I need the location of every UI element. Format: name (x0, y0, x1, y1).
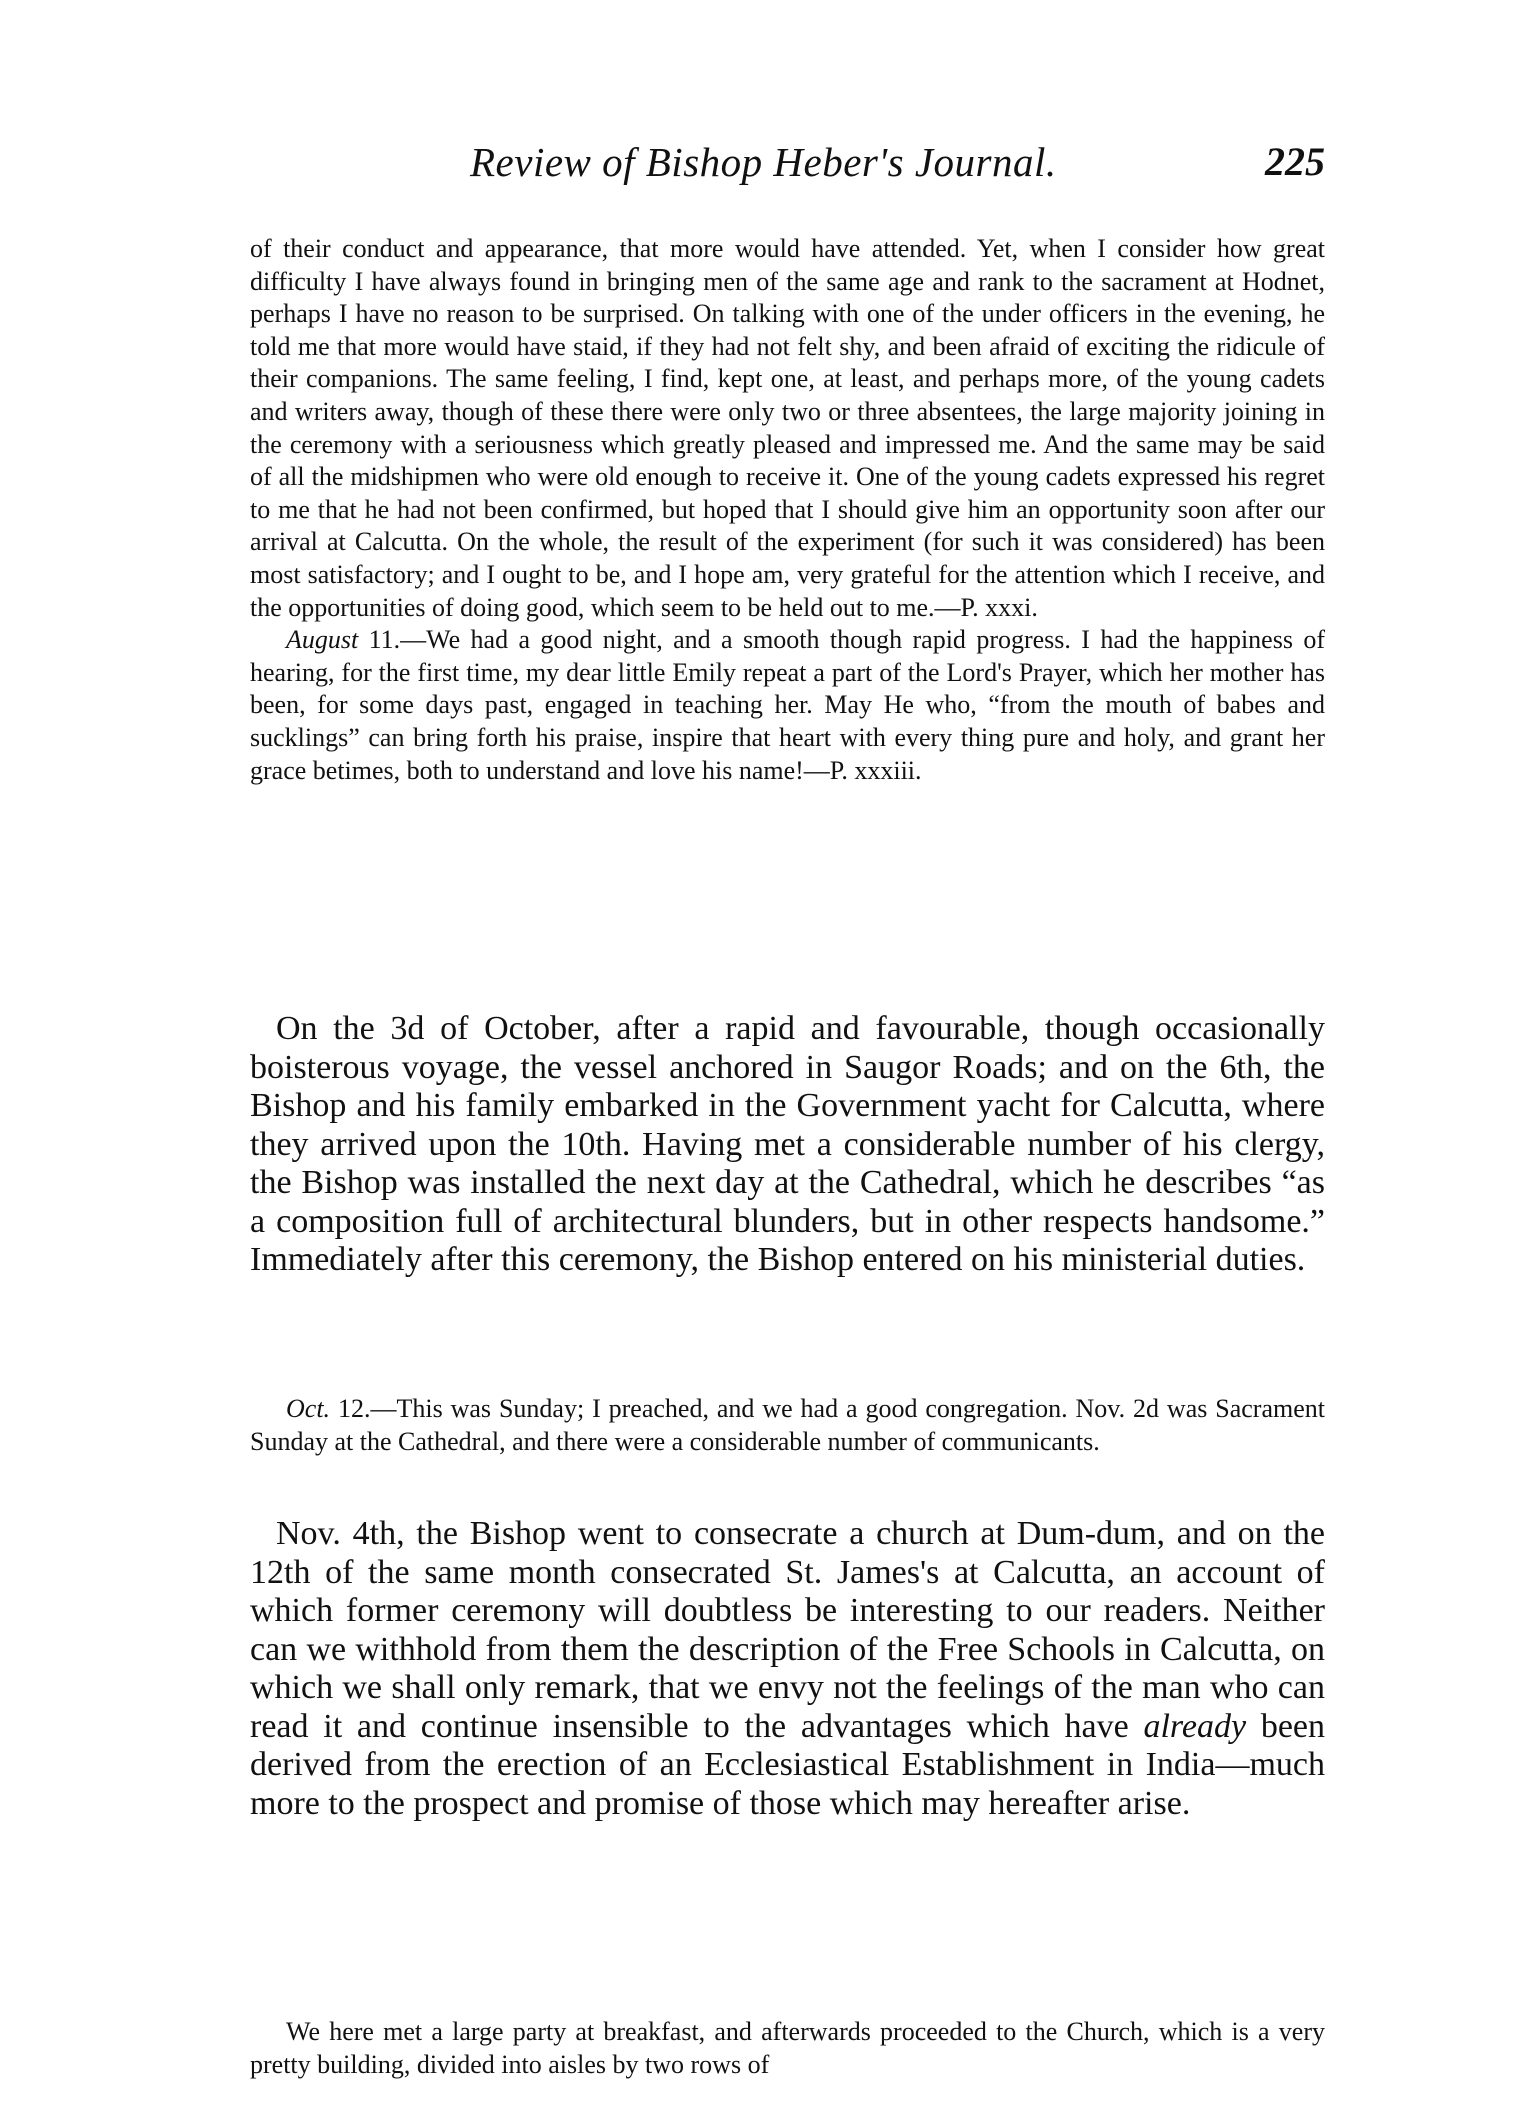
running-title: Review of Bishop Heber's Journal. (470, 139, 1057, 185)
body-paragraph-2 (250, 1515, 1325, 1823)
extract-text: 12.—This was Sunday; I preached, and we had a good congregation. Nov. 2d was Sacrament Sunday at the Cathedral, and there were a considerable number of communicants. (250, 1394, 1325, 1456)
body-text (250, 1515, 1325, 1823)
body-paragraph-1 (250, 1010, 1325, 1280)
extract-paragraph: We here met a large party at breakfast, and afterwards proceeded to the Church, which is a very pretty building, divided into aisles by two rows of (250, 2017, 1325, 2079)
journal-extract-1 (250, 233, 1325, 787)
extract-text: 11.—We had a good night, and a smooth though rapid progress. I had the happiness of hearing, for the first time, my dear little Emily repeat a part of the Lord's Prayer, which her mother has been, for some days past, engaged in teaching her. May He who, “from the mouth of babes and sucklings” can bring forth his praise, inspire that heart with every thing pure and holy, and grant her grace betimes, both to understand and love his name!—P. xxxiii. (250, 625, 1325, 785)
extract-date: August (286, 625, 359, 655)
body-emphasis: already (1143, 1707, 1247, 1745)
body-text-part: been derived from the erection of an Ecclesiastical Establishment in India—much more to the prospect and promise of those which may hereafter arise. (250, 1707, 1326, 1822)
extract-date: Oct. (286, 1394, 331, 1423)
extract-paragraph: of their conduct and appearance, that more would have attended. Yet, when I consider how great difficulty I have always found in bringing men of the same age and rank to the sacrament at Hodnet, perhaps I have no reason to be surprised. On talking with one of the under officers in the evening, he told me that more would have staid, if they had not felt shy, and been afraid of exciting the ridicule of their companions. The same feeling, I find, kept one, at least, and perhaps more, of the young cadets and writers away, though of these there were only two or three absentees, the large majority joining in the ceremony with a seriousness which greatly pleased and impressed me. And the same may be said of all the midshipmen who were old enough to receive it. One of the young cadets expressed his regret to me that he had not been confirmed, but hoped that I should give him an opportunity soon after our arrival at Calcutta. On the whole, the result of the experiment (for such it was considered) has been most satisfactory; and I ought to be, and I hope am, very grateful for the attention which I receive, and the opportunities of doing good, which seem to be held out to me.—P. xxxi. (250, 234, 1325, 622)
page-number: 225 (1265, 139, 1325, 184)
journal-extract-3 (250, 2016, 1325, 2081)
extract-paragraph (250, 624, 1325, 787)
running-header (250, 138, 1325, 198)
body-text: On the 3d of October, after a rapid and favourable, though occasionally boisterous voyage, the vessel anchored in Saugor Roads; and on the 6th, the Bishop and his family embarked in the Government yacht for Calcutta, where they arrived upon the 10th. Having met a considerable number of his clergy, the Bishop was installed the next day at the Cathedral, which he describes “as a composition full of architectural blunders, but in other respects handsome.” Immediately after this ceremony, the Bishop entered on his ministerial duties. (250, 1010, 1325, 1278)
body-text-part: Nov. 4th, the Bishop went to consecrate a church at Dum-dum, and on the 12th of the same month consecrated St. James's at Calcutta, an account of which former ceremony will doubtless be interesting to our readers. Neither can we withhold from them the description of the Free Schools in Calcutta, on which we shall only remark, that we envy not the feelings of the man who can read it and continue insensible to the advantages which have (250, 1515, 1325, 1745)
extract-paragraph (250, 1393, 1325, 1458)
journal-extract-2 (250, 1393, 1325, 1458)
